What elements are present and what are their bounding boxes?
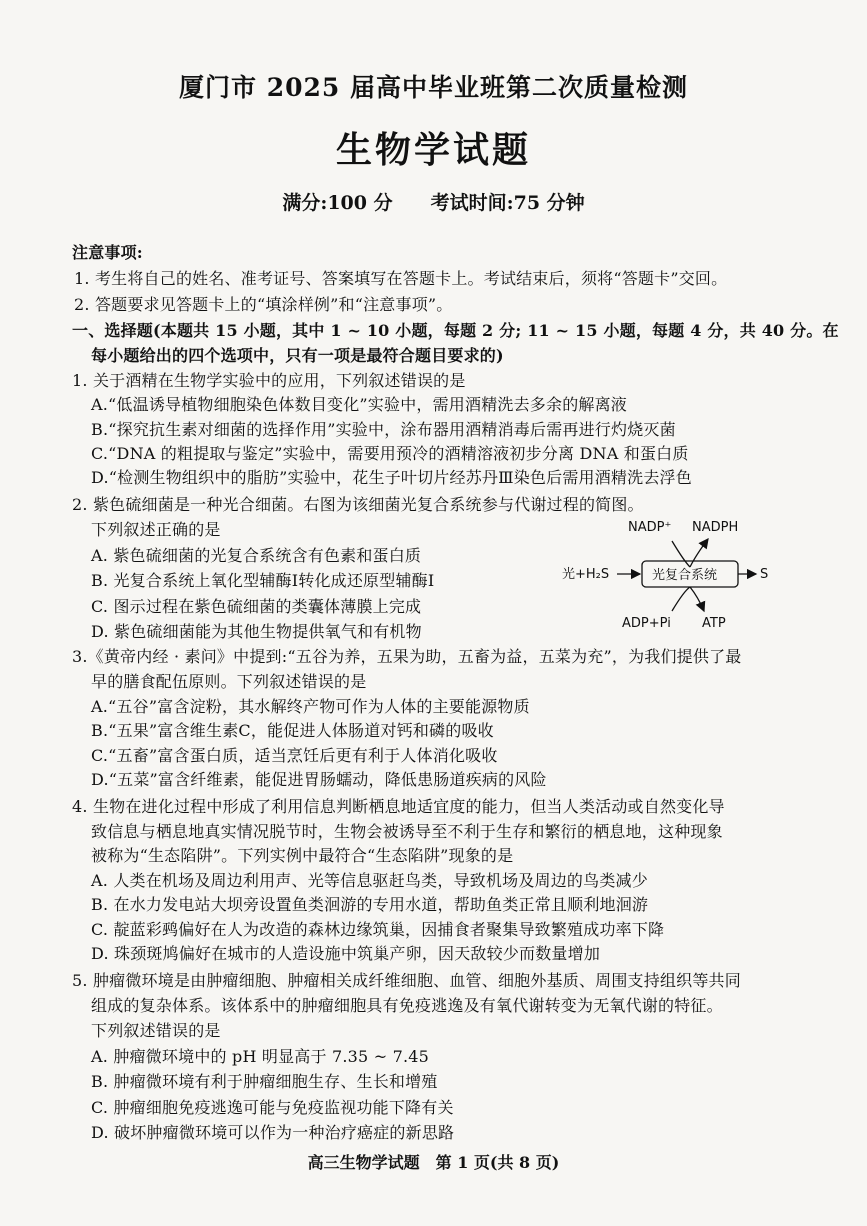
q3-option-c: C.“五畜”富含蛋白质，适当烹饪后更有利于人体消化吸收: [91, 746, 498, 765]
diagram-input-label: 光+H₂S: [562, 567, 610, 582]
q1-option-d: D.“检测生物组织中的脂肪”实验中，花生子叶切片经苏丹Ⅲ染色后需用酒精洗去浮色: [91, 468, 692, 487]
notice-item-1: 1. 考生将自己的姓名、准考证号、答案填写在答题卡上。考试结束后，须将“答题卡”交回。: [74, 269, 728, 288]
q3-option-a: A.“五谷”富含淀粉，其水解终产物可作为人体的主要能源物质: [91, 697, 530, 716]
q4-stem-line3: 被称为“生态陷阱”。下列实例中最符合“生态陷阱”现象的是: [91, 846, 514, 865]
q1-option-c: C.“DNA 的粗提取与鉴定”实验中，需要用预冷的酒精溶液初步分离 DNA 和蛋白质: [91, 444, 689, 463]
q2-option-a: A. 紫色硫细菌的光复合系统含有色素和蛋白质: [91, 546, 422, 565]
q5-option-d: D. 破坏肿瘤微环境可以作为一种治疗癌症的新思路: [91, 1123, 455, 1142]
diagram-atp-label: ATP: [702, 616, 726, 631]
q2-stem-line1: 2. 紫色硫细菌是一种光合细菌。右图为该细菌光复合系统参与代谢过程的简图。: [72, 495, 644, 514]
q2-option-d: D. 紫色硫细菌能为其他生物提供氧气和有机物: [91, 622, 422, 641]
q2-stem-line2: 下列叙述正确的是: [91, 520, 221, 539]
diagram-adp-curve: [672, 587, 690, 611]
q2-option-c: C. 图示过程在紫色硫细菌的类囊体薄膜上完成: [91, 597, 422, 616]
q4-option-a: A. 人类在机场及周边利用声、光等信息驱赶鸟类，导致机场及周边的鸟类减少: [91, 871, 648, 890]
page-footer: 高三生物学试题 第 1 页(共 8 页): [307, 1153, 560, 1172]
q4-option-b: B. 在水力发电站大坝旁设置鱼类洄游的专用水道，帮助鱼类正常且顺利地洄游: [91, 895, 649, 914]
diagram-output-label: S: [760, 567, 769, 582]
q3-option-b: B.“五果”富含维生素C，能促进人体肠道对钙和磷的吸收: [91, 721, 494, 740]
score-time: 满分:100 分 考试时间:75 分钟: [282, 192, 585, 214]
section-heading-line1: 一、选择题(本题共 15 小题，其中 1 ~ 10 小题，每题 2 分; 11 ~ 15 小题，每题 4 分，共 40 分。在: [72, 321, 839, 340]
q5-option-b: B. 肿瘤微环境有利于肿瘤细胞生存、生长和增殖: [91, 1072, 438, 1091]
q5-option-a: A. 肿瘤微环境中的 pH 明显高于 7.35 ~ 7.45: [91, 1047, 430, 1066]
q3-option-d: D.“五菜”富含纤维素，能促进胃肠蠕动，降低患肠道疾病的风险: [91, 770, 547, 789]
exam-title: 厦门市 2025 届高中毕业班第二次质量检测: [179, 73, 688, 102]
diagram-atp-arrow: [690, 587, 704, 611]
q1-option-b: B.“探究抗生素对细菌的选择作用”实验中，涂布器用酒精消毒后需再进行灼烧灭菌: [91, 420, 676, 439]
diagram-nadph-arrow: [690, 539, 708, 567]
diagram-nadp-label: NADP⁺: [628, 520, 672, 535]
q3-stem-line1: 3.《黄帝内经 · 素问》中提到:“五谷为养，五果为助，五畜为益，五菜为充”，为我们提供了最: [72, 647, 742, 666]
q4-option-c: C. 靛蓝彩鹀偏好在人为改造的森林边缘筑巢，因捕食者聚集导致繁殖成功率下降: [91, 920, 665, 939]
notice-item-2: 2. 答题要求见答题卡上的“填涂样例”和“注意事项”。: [74, 295, 453, 314]
q5-stem-line3: 下列叙述错误的是: [91, 1021, 221, 1040]
q2-option-b: B. 光复合系统上氧化型辅酶Ⅰ转化成还原型辅酶Ⅰ: [91, 571, 435, 590]
q3-stem-line2: 早的膳食配伍原则。下列叙述错误的是: [91, 672, 367, 691]
notice-heading: 注意事项:: [72, 243, 143, 262]
section-heading-line2: 每小题给出的四个选项中，只有一项是最符合题目要求的): [91, 346, 504, 365]
q5-stem-line2: 组成的复杂体系。该体系中的肿瘤细胞具有免疫逃逸及有氧代谢转变为无氧代谢的特征。: [91, 996, 723, 1015]
diagram-adp-label: ADP+Pi: [622, 616, 671, 631]
q4-stem-line1: 4. 生物在进化过程中形成了利用信息判断栖息地适宜度的能力，但当人类活动或自然变化导: [72, 797, 725, 816]
q5-option-c: C. 肿瘤细胞免疫逃逸可能与免疫监视功能下降有关: [91, 1098, 454, 1117]
subject-title: 生物学试题: [335, 129, 531, 171]
q1-stem: 1. 关于酒精在生物学实验中的应用，下列叙述错误的是: [72, 371, 466, 390]
diagram-nadph-label: NADPH: [692, 520, 739, 535]
q4-option-d: D. 珠颈斑鸠偏好在城市的人造设施中筑巢产卵，因天敌较少而数量增加: [91, 944, 601, 963]
q4-stem-line2: 致信息与栖息地真实情况脱节时，生物会被诱导至不利于生存和繁衍的栖息地，这种现象: [91, 822, 723, 841]
light-complex-diagram: [560, 515, 780, 635]
diagram-nadp-curve: [672, 541, 690, 567]
q1-option-a: A.“低温诱导植物细胞染色体数目变化”实验中，需用酒精洗去多余的解离液: [91, 395, 628, 414]
q5-stem-line1: 5. 肿瘤微环境是由肿瘤细胞、肿瘤相关成纤维细胞、血管、细胞外基质、周围支持组织等共同: [72, 971, 741, 990]
diagram-box-label: 光复合系统: [652, 568, 718, 583]
